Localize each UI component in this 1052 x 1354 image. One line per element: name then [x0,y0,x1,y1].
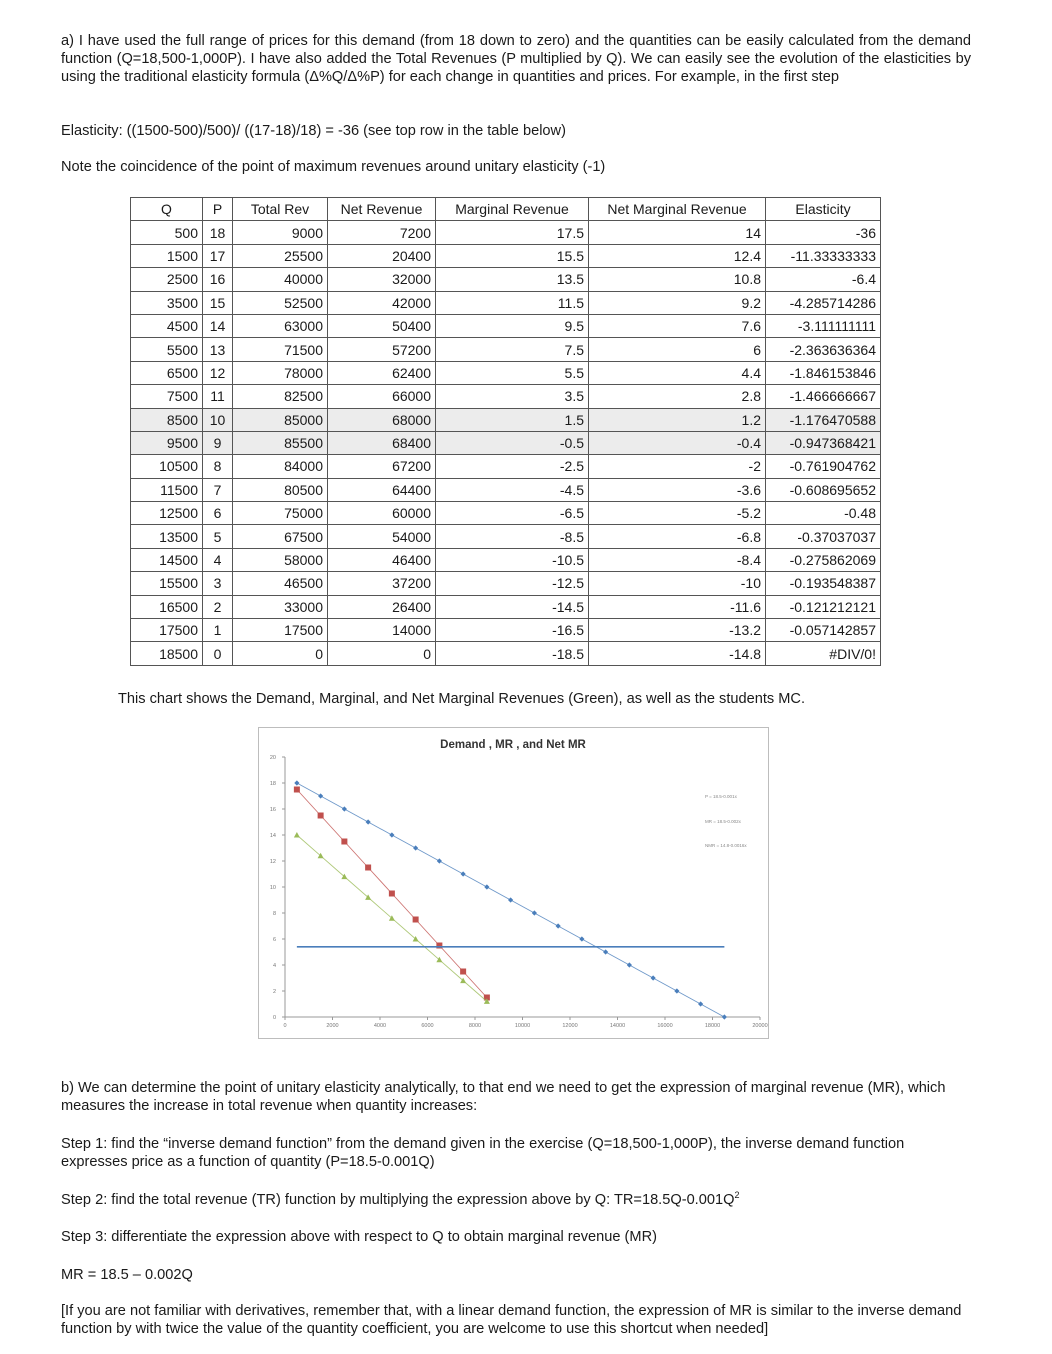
y-tick-label: 4 [272,963,276,969]
table-header-row [131,198,881,221]
table-cell: 11500 [131,478,203,501]
table-cell: -0.121212121 [766,595,881,618]
trendline-label: NMR = 14.8-0.0016x [705,843,747,848]
table-cell: 25500 [233,244,328,267]
table-cell: 64400 [328,478,436,501]
table-cell: 1.2 [589,408,766,431]
x-tick-label: 20000 [752,1023,768,1029]
table-cell: 5500 [131,338,203,361]
x-tick-label: 6000 [421,1023,434,1029]
table-cell: 10.8 [589,268,766,291]
table-cell: 66000 [328,385,436,408]
table-cell: 40000 [233,268,328,291]
table-cell: 2500 [131,268,203,291]
table-cell: 18 [203,221,233,244]
table-cell: 3.5 [436,385,589,408]
table-cell: -11.33333333 [766,244,881,267]
table-cell: -6.4 [766,268,881,291]
table-row [131,525,881,548]
table-row [131,455,881,478]
table-cell: -1.466666667 [766,385,881,408]
table-cell: 0 [203,642,233,665]
trendline-label: MR = 18.5-0.002x [705,819,741,824]
table-cell: 32000 [328,268,436,291]
step-3: Step 3: differentiate the expression above with respect to Q to obtain marginal revenue (MR) [61,1229,657,1245]
table-cell: -1.846153846 [766,361,881,384]
table-cell: 3 [203,572,233,595]
table-cell: 6500 [131,361,203,384]
table-cell: 13.5 [436,268,589,291]
table-cell: 5.5 [436,361,589,384]
column-header: Net Revenue [328,198,436,221]
column-header: Elasticity [766,198,881,221]
table-cell: 17500 [131,619,203,642]
table-cell: -18.5 [436,642,589,665]
y-tick-label: 8 [272,911,276,917]
table-body [131,221,881,665]
table-cell: 6 [203,502,233,525]
step-2 [61,1191,971,1209]
y-tick-label: 10 [269,885,276,891]
mr-point [460,969,466,975]
table-cell: -0.057142857 [766,619,881,642]
table-row [131,502,881,525]
x-tick-label: 18000 [704,1023,721,1029]
table-cell: 50400 [328,314,436,337]
table-cell: 57200 [328,338,436,361]
elasticity-example: Elasticity: ((1500-500)/500)/ ((17-18)/18) = -36 (see top row in the table below) [61,123,566,139]
chart-svg [258,727,769,1039]
table-cell: 37200 [328,572,436,595]
table-cell: 7500 [131,385,203,408]
table-cell: 11.5 [436,291,589,314]
x-tick-label: 8000 [468,1023,482,1029]
table-cell: 4500 [131,314,203,337]
mr-point [389,891,395,897]
table-cell: 26400 [328,595,436,618]
table-row [131,642,881,665]
table-cell: 18500 [131,642,203,665]
table-row [131,291,881,314]
table-cell: 14500 [131,548,203,571]
table-cell: 0 [233,642,328,665]
table-row [131,361,881,384]
x-tick-label: 0 [283,1023,287,1029]
y-tick-label: 16 [269,807,276,813]
revenue-elasticity-table [130,197,881,666]
table-cell: 78000 [233,361,328,384]
table-cell: -6.8 [589,525,766,548]
table-cell: 500 [131,221,203,244]
y-tick-label: 0 [272,1015,276,1021]
table-cell: -11.6 [589,595,766,618]
table-cell: -5.2 [589,502,766,525]
column-header: P [203,198,233,221]
table-cell: 12.4 [589,244,766,267]
max-revenue-note: Note the coincidence of the point of maximum revenues around unitary elasticity (-1) [61,159,606,175]
table-cell: 4 [203,548,233,571]
table-row [131,431,881,454]
mr-point [413,917,419,923]
x-tick-label: 10000 [514,1023,531,1029]
table-cell: 9000 [233,221,328,244]
table-cell: 42000 [328,291,436,314]
y-tick-label: 2 [272,989,276,995]
table-cell: 85000 [233,408,328,431]
table-cell: 20400 [328,244,436,267]
mr-point [365,865,371,871]
mr-point [341,839,347,845]
table-cell: 17.5 [436,221,589,244]
table-cell: 68000 [328,408,436,431]
trendline-label: P = 18.5-0.001x [705,794,737,799]
table-cell: 4.4 [589,361,766,384]
table-cell: 3500 [131,291,203,314]
y-tick-label: 14 [269,833,276,839]
table-cell: 13500 [131,525,203,548]
step-2-exponent: 2 [734,1190,740,1201]
table-cell: 1.5 [436,408,589,431]
table-cell: -0.193548387 [766,572,881,595]
table-cell: -2 [589,455,766,478]
table-row [131,595,881,618]
table-cell: -2.363636364 [766,338,881,361]
column-header: Total Rev [233,198,328,221]
table-row [131,385,881,408]
table-cell: 5 [203,525,233,548]
table-cell: 12500 [131,502,203,525]
table-cell: -0.5 [436,431,589,454]
table-cell: -0.947368421 [766,431,881,454]
table-cell: -0.608695652 [766,478,881,501]
x-tick-label: 2000 [326,1023,339,1029]
y-tick-label: 12 [269,859,276,865]
table-cell: -10.5 [436,548,589,571]
table-cell: -4.285714286 [766,291,881,314]
table-cell: 9 [203,431,233,454]
column-header: Marginal Revenue [436,198,589,221]
table-cell: 14 [589,221,766,244]
table-cell: -16.5 [436,619,589,642]
table-row [131,268,881,291]
table-cell: -3.111111111 [766,314,881,337]
x-tick-label: 4000 [373,1023,387,1029]
table-cell: 46500 [233,572,328,595]
demand-mr-chart [258,727,769,1039]
intro-paragraph: a) I have used the full range of prices for this demand (from 18 down to zero) and the quantities can be easily calculated from the demand function (Q=18,500-1,000P). I have also added the Total Revenues (P multiplied by Q). We can easily see the evolution of the elasticities by using the traditional elasticity formula (Δ%Q/Δ%P) for each change in quantities and prices. For example, in the first step [61,33,971,85]
chart-frame [259,728,769,1039]
table-cell: 9.2 [589,291,766,314]
table-cell: 46400 [328,548,436,571]
table-cell: -0.37037037 [766,525,881,548]
table-row [131,244,881,267]
table-cell: 80500 [233,478,328,501]
table-cell: -0.761904762 [766,455,881,478]
table-cell: -4.5 [436,478,589,501]
table-cell: 9500 [131,431,203,454]
derivative-note: [If you are not familiar with derivatives, remember that, with a linear demand function, the expression of MR is similar to the inverse demand function by with twice the value of the quantity coefficient, you are welcome to use this shortcut when needed] [61,1303,962,1337]
table-cell: 12 [203,361,233,384]
table-cell: 0 [328,642,436,665]
table-cell: 14000 [328,619,436,642]
y-tick-label: 6 [272,937,276,943]
table-cell: 2.8 [589,385,766,408]
table-cell: 82500 [233,385,328,408]
table-cell: 75000 [233,502,328,525]
table-cell: 10 [203,408,233,431]
mr-formula: MR = 18.5 – 0.002Q [61,1267,193,1283]
table-cell: -0.275862069 [766,548,881,571]
table-cell: 71500 [233,338,328,361]
table-cell: 54000 [328,525,436,548]
x-tick-label: 14000 [609,1023,626,1029]
chart-caption: This chart shows the Demand, Marginal, and Net Marginal Revenues (Green), as well as the students MC. [118,691,806,707]
table-cell: 84000 [233,455,328,478]
table-cell: 15.5 [436,244,589,267]
table-cell: 11 [203,385,233,408]
table-cell: 9.5 [436,314,589,337]
column-header: Net Marginal Revenue [589,198,766,221]
table-row [131,572,881,595]
table-cell: -8.5 [436,525,589,548]
x-tick-label: 16000 [657,1023,673,1029]
table-cell: -8.4 [589,548,766,571]
table-cell: 15500 [131,572,203,595]
table-row [131,338,881,361]
table-cell: #DIV/0! [766,642,881,665]
chart-title: Demand , MR , and Net MR [440,739,586,751]
table-cell: 16 [203,268,233,291]
table-row [131,221,881,244]
x-tick-label: 12000 [562,1023,578,1029]
y-tick-label: 18 [269,781,276,787]
table-row [131,619,881,642]
table-row [131,314,881,337]
table-cell: 58000 [233,548,328,571]
table-cell: -12.5 [436,572,589,595]
table-row [131,548,881,571]
table-cell: 62400 [328,361,436,384]
table-cell: 13 [203,338,233,361]
table-cell: 67500 [233,525,328,548]
table-cell: 10500 [131,455,203,478]
table-cell: 63000 [233,314,328,337]
table-cell: 15 [203,291,233,314]
table-cell: 7.5 [436,338,589,361]
table-cell: 8500 [131,408,203,431]
table-cell: -14.5 [436,595,589,618]
step-1: Step 1: find the “inverse demand function” from the demand given in the exercise (Q=18,500-1,000P), the inverse demand function expresses price as a function of quantity (P=18.5-0.001Q) [61,1136,905,1170]
table-cell: 60000 [328,502,436,525]
table-cell: 16500 [131,595,203,618]
table-cell: -36 [766,221,881,244]
table-cell: 2 [203,595,233,618]
table-cell: 6 [589,338,766,361]
table-cell: -13.2 [589,619,766,642]
column-header: Q [131,198,203,221]
table-cell: 85500 [233,431,328,454]
table-cell: 8 [203,455,233,478]
table-cell: 52500 [233,291,328,314]
table-cell: 17 [203,244,233,267]
mr-point [294,787,300,793]
table-cell: -10 [589,572,766,595]
table-cell: 1500 [131,244,203,267]
table-cell: 17500 [233,619,328,642]
table-cell: 7 [203,478,233,501]
table-cell: -2.5 [436,455,589,478]
table-cell: -14.8 [589,642,766,665]
y-tick-label: 20 [269,755,276,761]
table-cell: 14 [203,314,233,337]
table-cell: -1.176470588 [766,408,881,431]
table-cell: 68400 [328,431,436,454]
table-cell: 67200 [328,455,436,478]
table-cell: -6.5 [436,502,589,525]
table-cell: 33000 [233,595,328,618]
table-cell: 7.6 [589,314,766,337]
part-b-paragraph: b) We can determine the point of unitary elasticity analytically, to that end we need to get the expression of marginal revenue (MR), which measures the increase in total revenue when quantity increases: [61,1080,946,1114]
table-cell: 7200 [328,221,436,244]
table-row [131,408,881,431]
table-cell: -3.6 [589,478,766,501]
table-cell: -0.48 [766,502,881,525]
table-cell: 1 [203,619,233,642]
step-2-text: Step 2: find the total revenue (TR) function by multiplying the expression above by Q: TR=18.5Q-0.001Q [61,1192,735,1208]
table-row [131,478,881,501]
mr-point [318,813,324,819]
table-cell: -0.4 [589,431,766,454]
